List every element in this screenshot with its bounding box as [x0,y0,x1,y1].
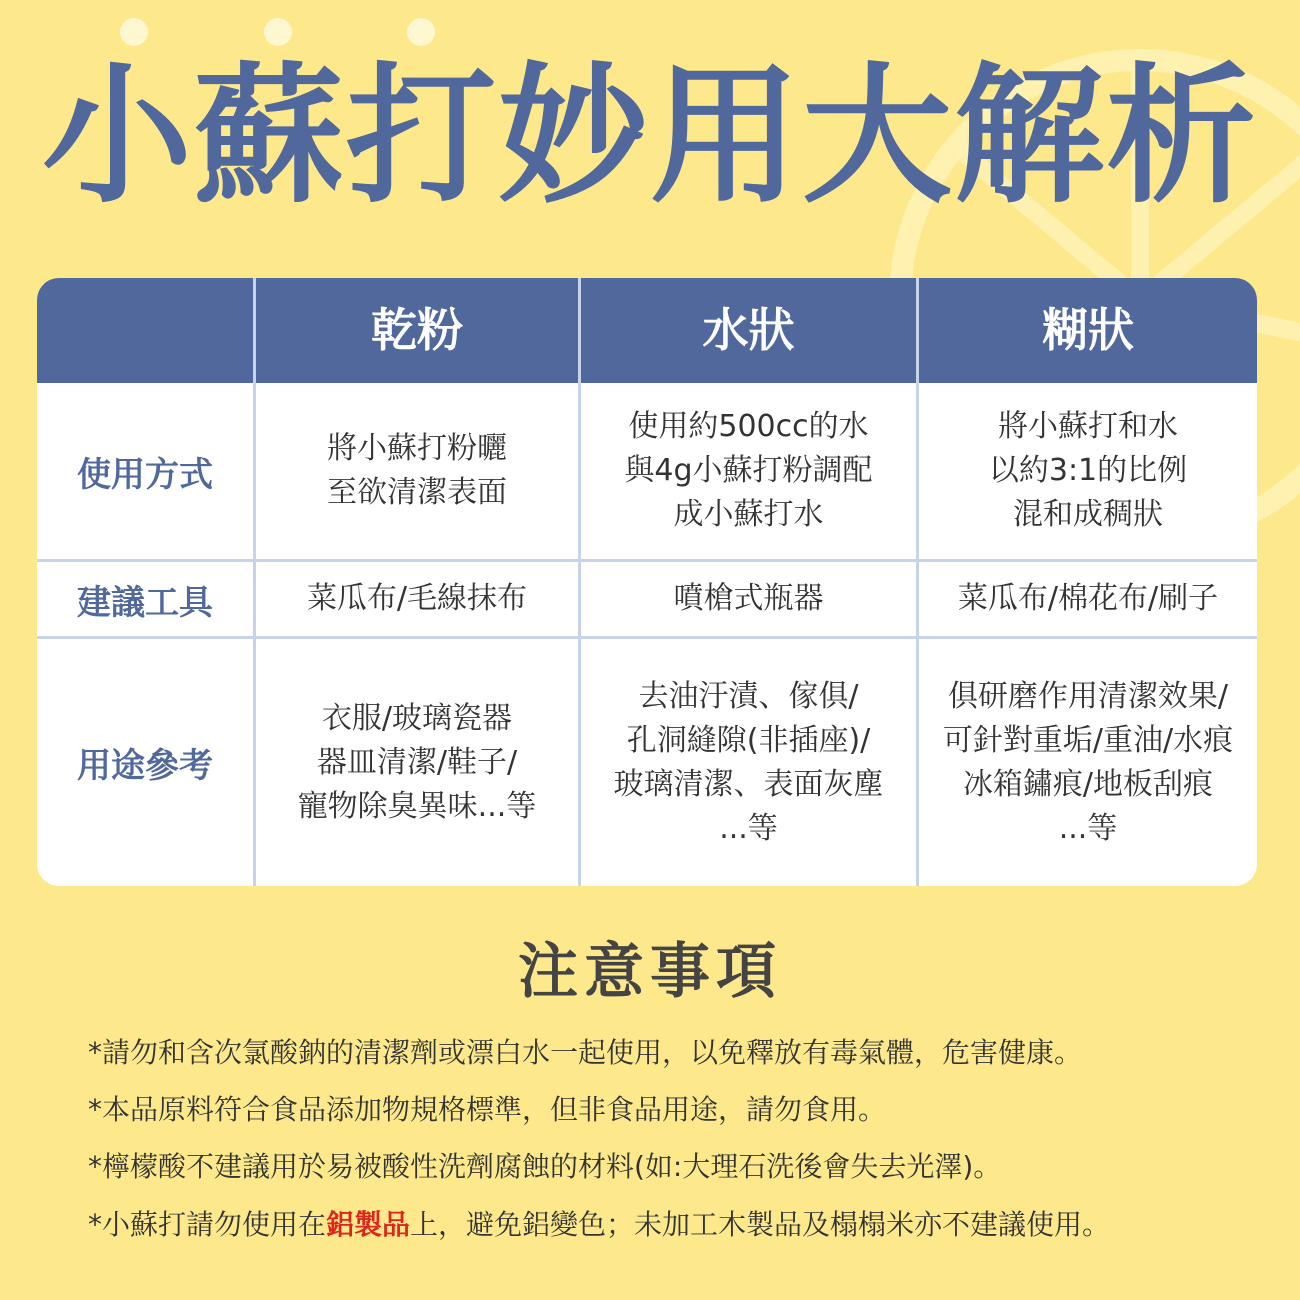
note-highlight: 鋁製品 [326,1208,411,1241]
notes-title: 注意事項 [518,937,782,1007]
row-header-suggested-tools: 建議工具 [77,582,213,623]
column-header-liquid: 水狀 [702,303,795,357]
usage-table [37,278,1257,886]
note-item: *請勿和含次氯酸鈉的清潔劑或漂白水一起使用，以免釋放有毒氣體，危害健康。 [88,1036,1083,1069]
table-cell: 將小蘇打和水 以約3:1的比例 混和成稠狀 [988,409,1188,532]
note-item: *檸檬酸不建議用於易被酸性洗劑腐蝕的材料(如:大理石洗後會失去光澤)。 [88,1150,1002,1183]
table-cell: 將小蘇打粉曬 至欲清潔表面 [327,431,507,510]
note-text: 上，避免鋁變色；未加工木製品及榻榻米亦不建議使用。 [410,1208,1111,1241]
column-header-dry-powder: 乾粉 [371,303,463,357]
row-header-usage-reference: 用途參考 [77,746,213,786]
table-cell: 菜瓜布/毛線抹布 [306,581,528,616]
table-cell: 去油汙漬、傢俱/ 孔洞縫隙(非插座)/ 玻璃清潔、表面灰塵 ...等 [613,678,884,846]
dot-icon [407,18,435,46]
table-cell: 使用約500cc的水 與4g小蘇打粉調配 成小蘇打水 [624,409,873,532]
column-header-paste: 糊狀 [1042,303,1134,357]
table-cell: 衣服/玻璃瓷器 器皿清潔/鞋子/ 寵物除臭異味...等 [297,700,537,824]
note-text: *小蘇打請勿使用在 [88,1208,327,1241]
table-cell: 噴槍式瓶器 [673,581,824,616]
row-header-usage-method: 使用方式 [77,454,213,495]
table-cell: 俱研磨作用清潔效果/ 可針對重垢/重油/水痕 冰箱鏽痕/地板刮痕 ...等 [942,678,1234,846]
dot-icon [120,18,148,46]
dot-icon [264,18,292,46]
note-item [88,1205,1110,1245]
page-title: 小蘇打妙用大解析 [41,50,1258,224]
table-cell: 菜瓜布/棉花布/刷子 [957,581,1219,616]
note-item: *本品原料符合食品添加物規格標準，但非食品用途，請勿食用。 [88,1093,887,1126]
